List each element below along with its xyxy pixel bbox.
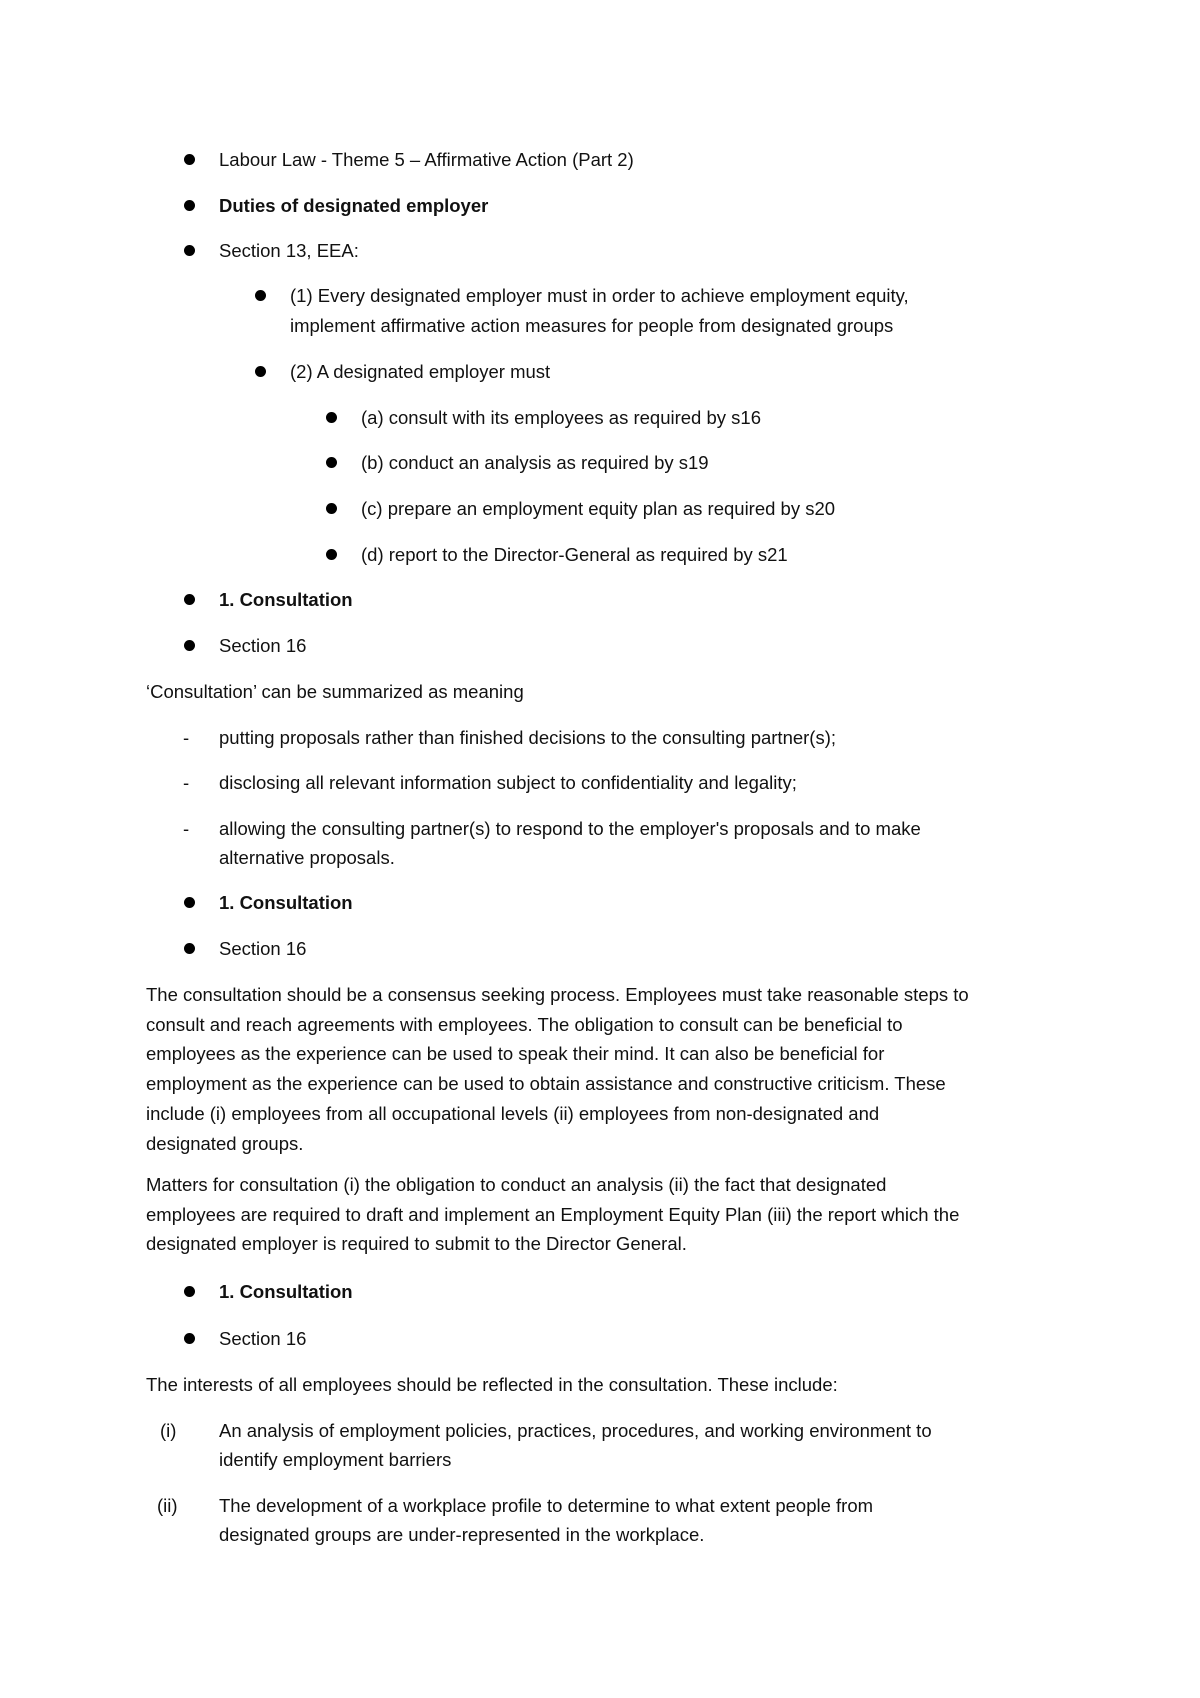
heading-duties: Duties of designated employer: [219, 195, 489, 216]
bullet-icon: [326, 503, 337, 514]
interests-intro: The interests of all employees should be reflected in the consultation. These include:: [146, 1374, 838, 1395]
dash-item-3-line1: allowing the consulting partner(s) to respond to the employer's proposals and to make: [219, 818, 921, 839]
section-13: Section 13, EEA:: [219, 240, 359, 261]
dash-marker: -: [183, 818, 190, 839]
roman-item-2-line1: The development of a workplace profile to determine to what extent people from: [219, 1495, 874, 1516]
roman-item-2-line2: designated groups are under-represented in the workplace.: [219, 1524, 705, 1545]
bullet-icon: [326, 412, 337, 423]
paragraph-line: employees are required to draft and implement an Employment Equity Plan (iii) the report which the: [146, 1203, 960, 1225]
bullet-icon: [184, 200, 195, 211]
paragraph-line: The consultation should be a consensus seeking process. Employees must take reasonable steps to: [146, 984, 969, 1005]
heading-consultation: 1. Consultation: [219, 892, 353, 913]
section-16: Section 16: [219, 635, 307, 656]
bullet-icon: [255, 290, 266, 301]
heading-consultation: 1. Consultation: [219, 589, 353, 610]
dash-item-3-line2: alternative proposals.: [219, 847, 395, 868]
paragraph-line: consult and reach agreements with employees. The obligation to consult can be beneficial to: [146, 1013, 903, 1035]
bullet-icon: [184, 897, 195, 908]
roman-numeral: (i): [160, 1420, 177, 1441]
item-c: (c) prepare an employment equity plan as required by s20: [361, 498, 836, 519]
paragraph-line: Matters for consultation (i) the obligation to conduct an analysis (ii) the fact that designated: [146, 1174, 887, 1195]
item-b: (b) conduct an analysis as required by s19: [361, 452, 709, 473]
section-16: Section 16: [219, 938, 307, 959]
subsection-1-line1: (1) Every designated employer must in order to achieve employment equity,: [290, 285, 909, 306]
heading-consultation: 1. Consultation: [219, 1281, 353, 1302]
paragraph-line: designated groups.: [146, 1132, 304, 1154]
bullet-icon: [184, 154, 195, 165]
dash-item-1: putting proposals rather than finished decisions to the consulting partner(s);: [219, 727, 837, 748]
bullet-icon: [184, 640, 195, 651]
paragraph-line: designated employer is required to submit to the Director General.: [146, 1233, 687, 1255]
bullet-icon: [326, 457, 337, 468]
dash-item-2: disclosing all relevant information subject to confidentiality and legality;: [219, 772, 797, 793]
item-a: (a) consult with its employees as required by s16: [361, 407, 761, 428]
roman-item-1-line2: identify employment barriers: [219, 1449, 452, 1470]
paragraph-matters: [146, 1170, 1076, 1259]
roman-numeral: (ii): [157, 1495, 178, 1516]
doc-title: Labour Law - Theme 5 – Affirmative Action (Part 2): [219, 149, 634, 170]
subsection-1-line2: implement affirmative action measures for people from designated groups: [290, 315, 894, 336]
subsection-2: (2) A designated employer must: [290, 361, 551, 382]
bullet-icon: [184, 245, 195, 256]
consultation-definition-intro: ‘Consultation’ can be summarized as meaning: [146, 681, 524, 702]
bullet-icon: [184, 943, 195, 954]
paragraph-line: employees as the experience can be used to speak their mind. It can also be beneficial for: [146, 1043, 885, 1065]
paragraph-line: include (i) employees from all occupational levels (ii) employees from non-designated and: [146, 1102, 880, 1124]
paragraph-line: employment as the experience can be used to obtain assistance and constructive criticism. These: [146, 1073, 946, 1095]
section-16: Section 16: [219, 1328, 307, 1349]
bullet-icon: [184, 1286, 195, 1297]
dash-marker: -: [183, 772, 190, 793]
bullet-icon: [326, 549, 337, 560]
bullet-icon: [184, 1333, 195, 1344]
item-d: (d) report to the Director-General as required by s21: [361, 544, 788, 565]
dash-marker: -: [183, 727, 190, 748]
bullet-icon: [184, 594, 195, 605]
paragraph-consensus: [146, 980, 1076, 1158]
roman-item-1-line1: An analysis of employment policies, practices, procedures, and working environment to: [219, 1420, 932, 1441]
bullet-icon: [255, 366, 266, 377]
